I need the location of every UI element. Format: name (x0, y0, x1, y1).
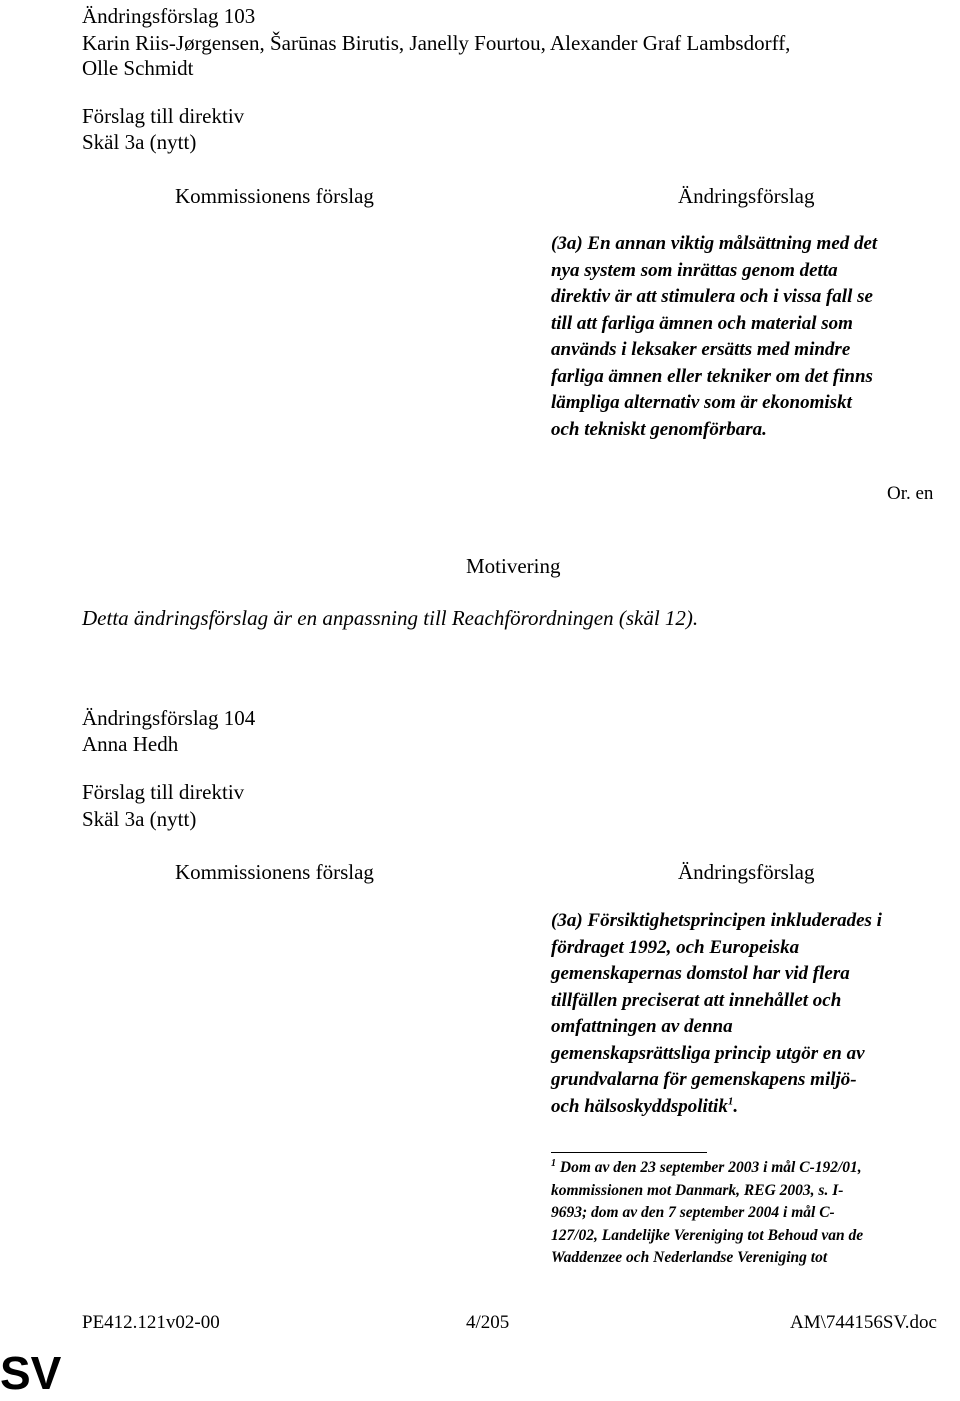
text-line-last (551, 1094, 882, 1121)
text-line: omfattningen av denna (551, 1016, 733, 1037)
footnote-line: 9693; dom av den 7 september 2004 i mål C- (551, 1204, 835, 1222)
amendment-104-authors: Anna Hedh (82, 732, 179, 756)
footnote-reference[interactable]: 1 (727, 1095, 734, 1108)
text-line: grundvalarna för gemenskapens miljö- (551, 1069, 857, 1090)
footnote-number: 1 (551, 1157, 556, 1169)
text-line: och tekniskt genomförbara. (551, 418, 767, 440)
original-language: Or. en (887, 483, 934, 504)
footnote-separator (551, 1152, 707, 1153)
footer-file-name: AM\744156SV.doc (790, 1312, 937, 1333)
amendment-104-commission-heading: Kommissionens förslag (175, 860, 374, 884)
language-code: SV (0, 1347, 62, 1399)
text-last-punct: . (733, 1095, 739, 1117)
amendment-104-text (551, 908, 882, 1120)
amendment-103-text (551, 231, 877, 443)
amendment-104-title: Ändringsförslag 104 (82, 706, 256, 730)
justification-text: Detta ändringsförslag är en anpassning till Reachförordningen (skäl 12). (82, 606, 699, 630)
footnote-line: Waddenzee och Nederlandse Vereniging tot (551, 1249, 828, 1267)
footnote (551, 1157, 863, 1270)
text-line: lämpliga alternativ som är ekonomiskt (551, 392, 852, 413)
text-line: farliga ämnen eller tekniker om det finns (551, 365, 873, 387)
amendment-104-amendment-heading: Ändringsförslag (678, 860, 815, 884)
text-line: används i leksaker ersätts med mindre (551, 339, 851, 360)
text-line: fördraget 1992, och Europeiska (551, 936, 800, 958)
text-line: nya system som inrättas genom detta (551, 259, 838, 281)
footnote-line: 127/02, Landelijke Vereniging tot Behoud van de (551, 1226, 864, 1244)
text-line: gemenskapernas domstol har vid flera (551, 963, 850, 984)
text-line: gemenskapsrättsliga princip utgör en av (551, 1042, 865, 1064)
amendment-103-recital: Skäl 3a (nytt) (82, 130, 197, 154)
text-last-line: och hälsoskyddspolitik (551, 1095, 728, 1117)
amendment-103-amendment-heading: Ändringsförslag (678, 184, 815, 208)
footnote-line (551, 1157, 863, 1180)
footnote-line-text: Dom av den 23 september 2003 i mål C-192/01, (559, 1159, 862, 1176)
footer-page-number: 4/205 (466, 1312, 510, 1333)
amendment-103-authors-line1: Karin Riis-Jørgensen, Šarūnas Birutis, Janelly Fourtou, Alexander Graf Lambsdorff, (82, 31, 791, 55)
text-line: tillfällen preciserat att innehållet och (551, 989, 842, 1011)
text-line: (3a) En annan viktig målsättning med det (551, 233, 878, 254)
amendment-104-proposal: Förslag till direktiv (82, 780, 245, 804)
text-line: till att farliga ämnen och material som (551, 312, 853, 334)
amendment-103-commission-heading: Kommissionens förslag (175, 184, 374, 208)
justification-heading: Motivering (466, 554, 561, 578)
text-line: direktiv är att stimulera och i vissa fall se (551, 286, 873, 307)
footer-doc-ref: PE412.121v02-00 (82, 1312, 220, 1333)
amendment-103-proposal: Förslag till direktiv (82, 104, 245, 128)
amendment-103-authors-line2: Olle Schmidt (82, 56, 194, 80)
amendment-103-title: Ändringsförslag 103 (82, 4, 256, 28)
amendment-104-recital: Skäl 3a (nytt) (82, 807, 197, 831)
text-line: (3a) Försiktighetsprincipen inkluderades i (551, 910, 882, 931)
footnote-line: kommissionen mot Danmark, REG 2003, s. I- (551, 1181, 844, 1199)
